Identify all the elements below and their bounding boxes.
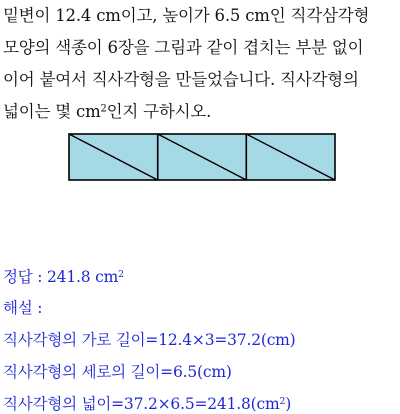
question-unit-exponent: 2 bbox=[100, 103, 107, 115]
question-line-4 bbox=[3, 98, 211, 122]
solution-line-1: 직사각형의 가로 길이=12.4×3=37.2(cm) bbox=[3, 331, 296, 349]
solution-line-2: 직사각형의 세로의 길이=6.5(cm) bbox=[3, 363, 232, 381]
question-line-4-suffix: 인지 구하시오. bbox=[106, 102, 212, 121]
question-line-1: 밑변이 12.4 cm이고, 높이가 6.5 cm인 직각삼각형 bbox=[3, 6, 370, 25]
answer-line bbox=[3, 265, 124, 287]
question-line-2: 모양의 색종이 6장을 그림과 같이 겹치는 부분 없이 bbox=[3, 38, 364, 57]
solution-line-3-suffix: ) bbox=[285, 395, 292, 413]
solution-line-3 bbox=[3, 392, 291, 414]
answer-text: 정답 : 241.8 cm bbox=[3, 268, 119, 286]
question-line-4-prefix: 넓이는 몇 cm bbox=[3, 102, 101, 121]
question-line-3: 이어 붙여서 직사각형을 만들었습니다. 직사각형의 bbox=[3, 70, 359, 89]
solution-header: 해설 : bbox=[3, 299, 43, 317]
solution-unit-exponent: 2 bbox=[279, 395, 286, 407]
solution-line-3-prefix: 직사각형의 넓이=37.2×6.5=241.8(cm bbox=[3, 395, 280, 413]
rectangle-figure bbox=[68, 133, 336, 181]
answer-unit-exponent: 2 bbox=[118, 268, 124, 280]
